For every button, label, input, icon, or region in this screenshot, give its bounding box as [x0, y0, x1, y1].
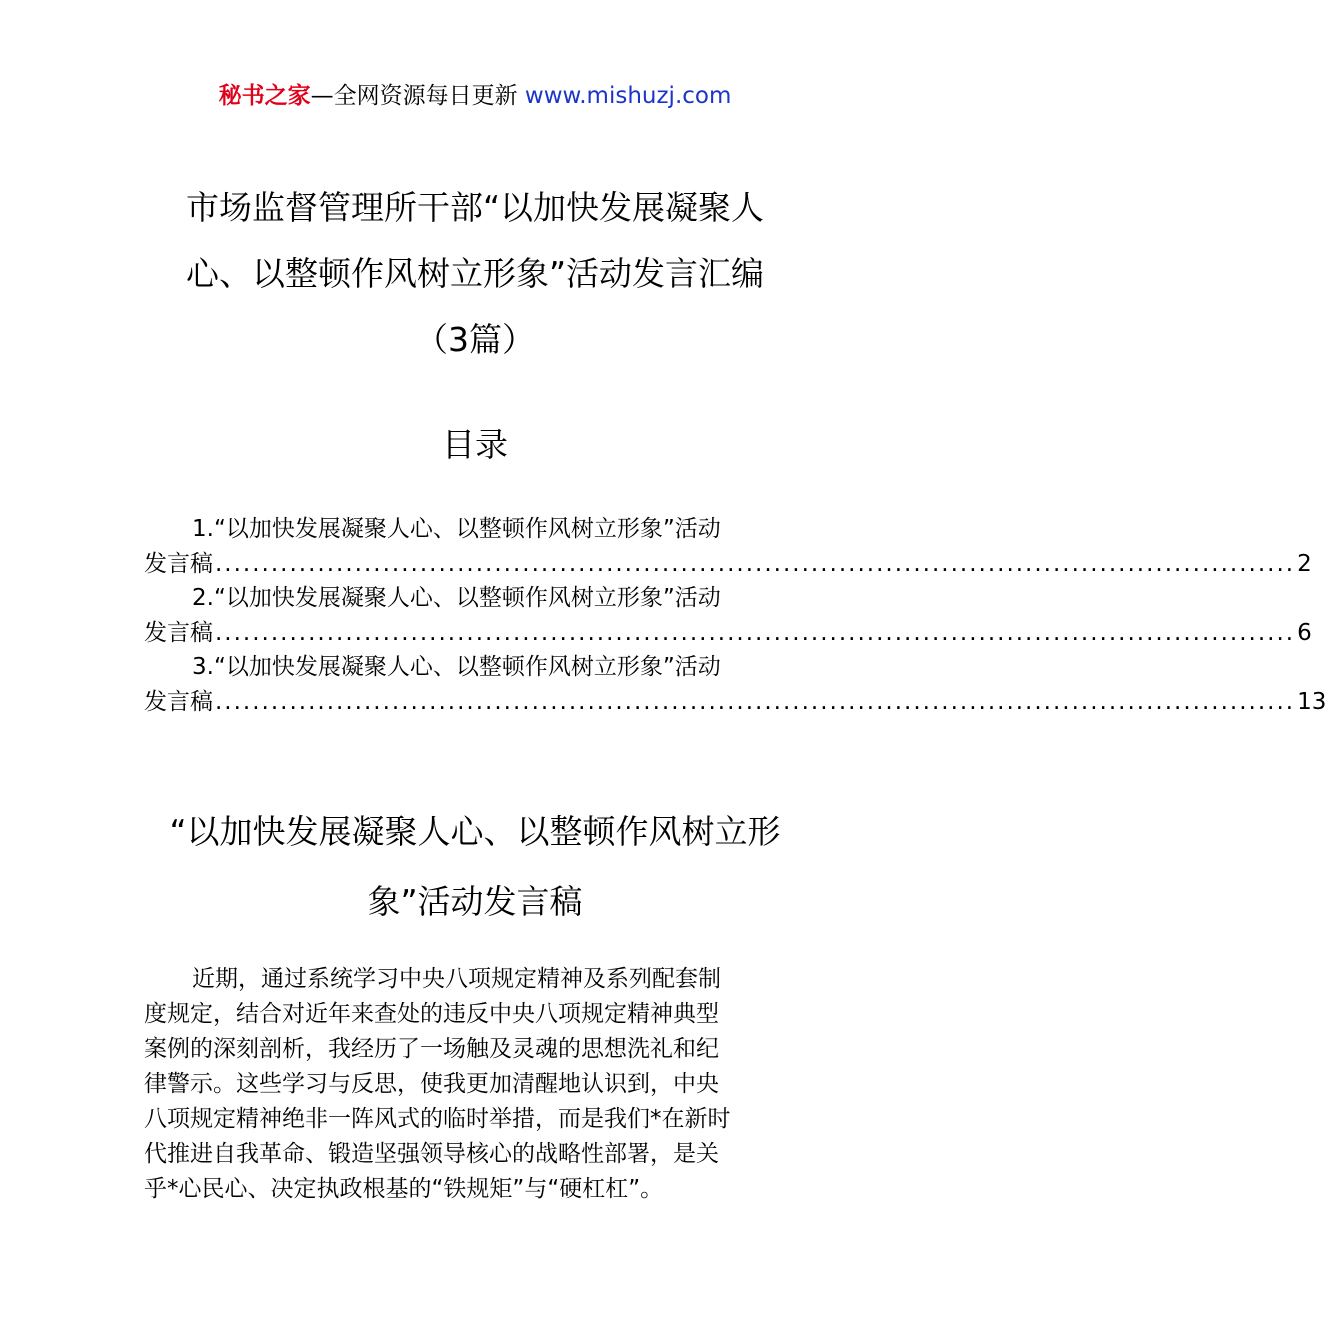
toc-entry-title: 3.“以加快发展凝聚人心、以整顿作风树立形象”活动 [192, 654, 721, 680]
section-title [140, 797, 810, 937]
body-paragraph [144, 962, 806, 1207]
toc-page-number: 13 [1297, 688, 1326, 715]
toc-dot-leader: .................................................................................................................... [215, 688, 1296, 715]
toc-entry[interactable] [144, 581, 1312, 650]
toc-entry-title: 2.“以加快发展凝聚人心、以整顿作风树立形象”活动 [192, 585, 721, 611]
brand-name: 秘书之家 [218, 83, 311, 109]
site-header [0, 80, 950, 112]
document-title-line: 市场监督管理所干部“以加快发展凝聚人 [185, 188, 765, 227]
paragraph-line: 近期，通过系统学习中央八项规定精神及系列配套制 [192, 966, 721, 992]
toc-page-number: 6 [1297, 619, 1312, 646]
paragraph-line: 度规定，结合对近年来查处的违反中央八项规定精神典型 [144, 1001, 719, 1027]
paragraph-line: 八项规定精神绝非一阵风式的临时举措，而是我们*在新时 [144, 1106, 731, 1132]
section-title-line: 象”活动发言稿 [367, 882, 583, 921]
paragraph-line: 案例的深刻剖析，我经历了一场触及灵魂的思想洗礼和纪 [144, 1036, 719, 1062]
toc-entry-title: 1.“以加快发展凝聚人心、以整顿作风树立形象”活动 [192, 516, 721, 542]
toc-dot-leader: .................................................................................................................... [215, 619, 1296, 646]
paragraph-line: 代推进自我革命、锻造坚强领导核心的战略性部署，是关 [144, 1141, 719, 1167]
header-tagline: —全网资源每日更新 [310, 83, 525, 109]
toc-entry[interactable] [144, 650, 1326, 719]
toc-entry-title-continued: 发言稿 [144, 550, 213, 577]
toc-dot-leader: .................................................................................................................... [215, 550, 1296, 577]
site-url-link[interactable]: www.mishuzj.com [524, 83, 732, 109]
paragraph-line: 律警示。这些学习与反思，使我更加清醒地认识到，中央 [144, 1071, 719, 1097]
toc-entry-title-continued: 发言稿 [144, 688, 213, 715]
document-title [140, 175, 810, 373]
toc-entry-second-line [144, 685, 1326, 720]
toc-page-number: 2 [1297, 550, 1312, 577]
toc-entry-second-line [144, 616, 1312, 651]
document-title-line: 心、以整顿作风树立形象”活动发言汇编 [185, 254, 765, 293]
toc-entry-second-line [144, 547, 1312, 582]
toc-entry[interactable] [144, 512, 1312, 581]
document-title-line: （3篇） [415, 320, 535, 359]
toc-heading: 目录 [442, 425, 508, 464]
section-title-line: “以加快发展凝聚人心、以整顿作风树立形 [169, 812, 781, 851]
paragraph-line: 乎*心民心、决定执政根基的“铁规矩”与“硬杠杠”。 [144, 1176, 664, 1202]
table-of-contents [144, 512, 1326, 719]
toc-entry-title-continued: 发言稿 [144, 619, 213, 646]
